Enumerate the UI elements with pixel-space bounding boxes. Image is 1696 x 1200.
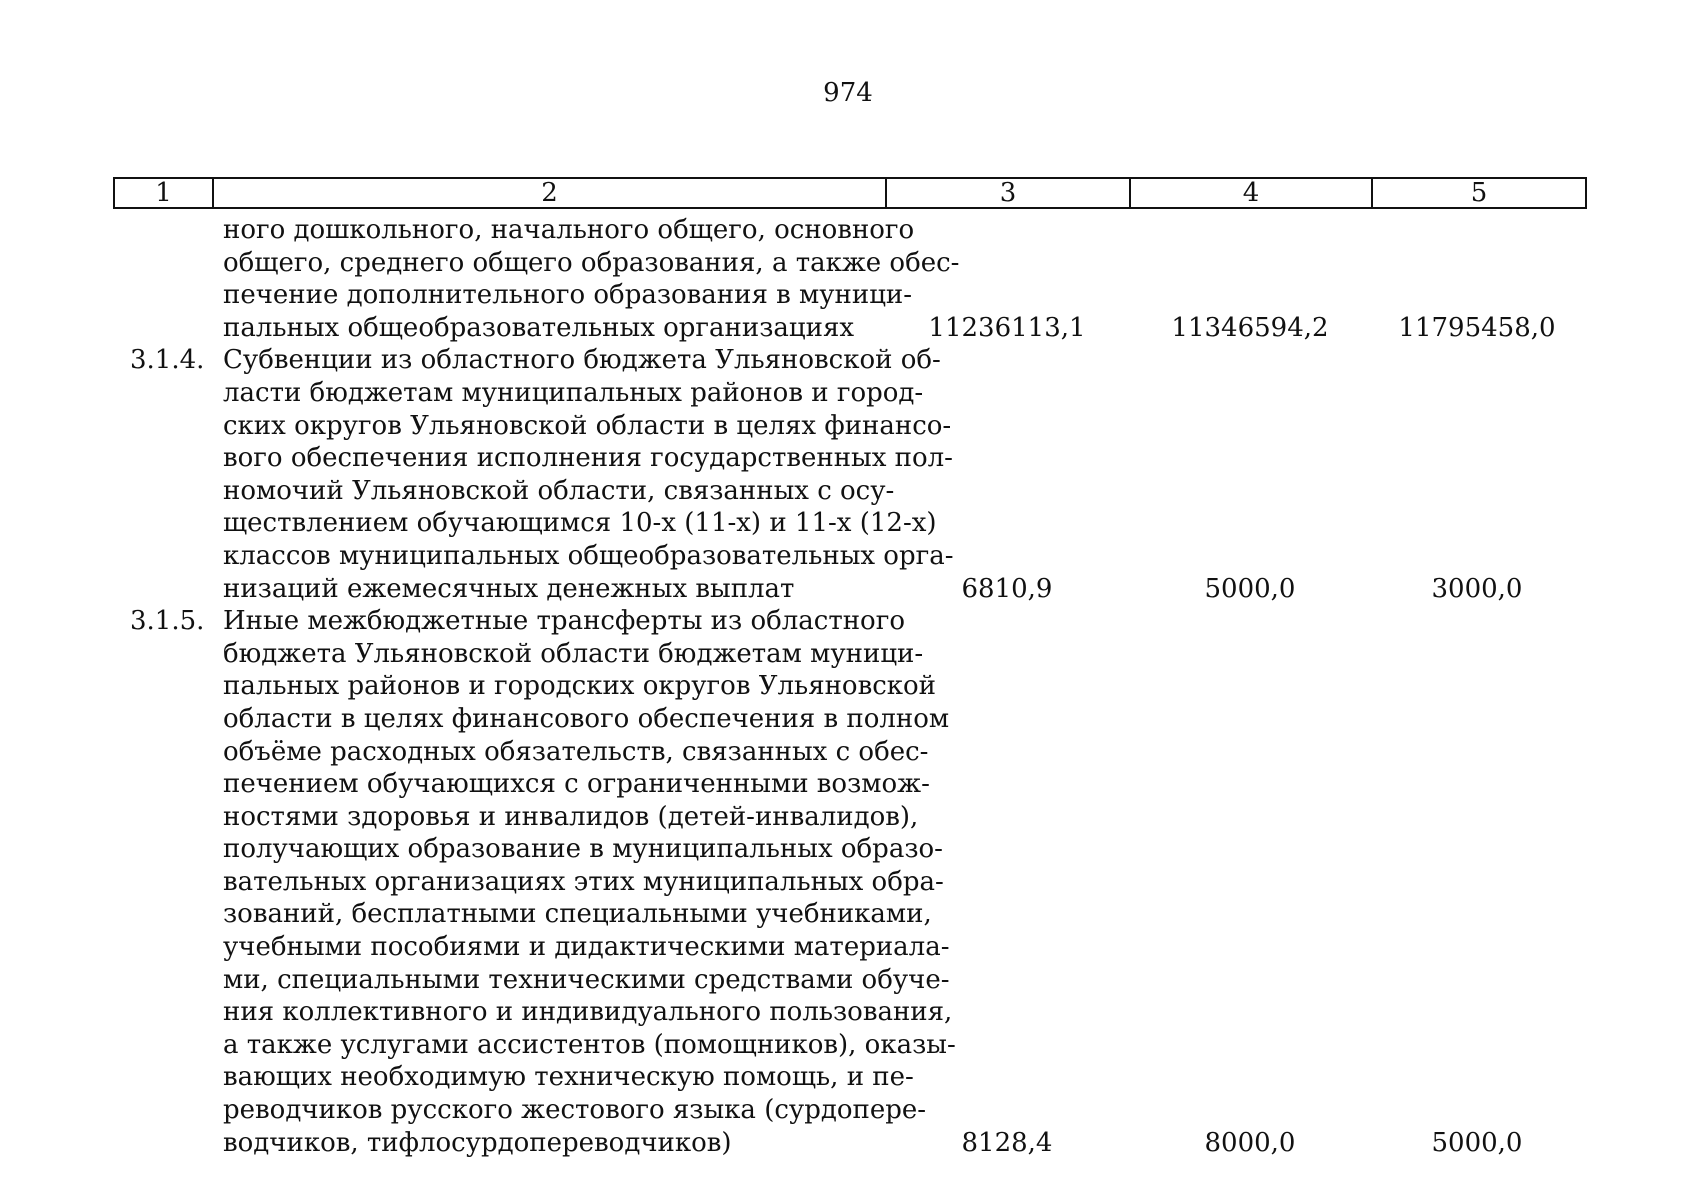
description-line: учебными пособиями и дидактическими материала- [223, 932, 950, 963]
description-line: пальных общеобразовательных организациях [223, 312, 855, 343]
row-description [223, 214, 960, 344]
column-header-5: 5 [1470, 178, 1488, 208]
value-col4: 5000,0 [1204, 573, 1296, 604]
column-header-4: 4 [1131, 179, 1373, 207]
row-number: 3.1.5. [130, 606, 205, 637]
description-line: ских округов Ульяновской области в целях финансо- [223, 410, 952, 441]
row-description [223, 605, 956, 1159]
description-line: низаций ежемесячных денежных выплат [223, 573, 795, 604]
description-line: номочий Ульяновской области, связанных с осу- [223, 475, 895, 506]
row-description [223, 344, 954, 605]
description-line: ществлением обучающимся 10-х (11-х) и 11-х (12-х) [223, 508, 937, 539]
page-number: 974 [823, 78, 873, 108]
description-line: вательных организациях этих муниципальных обра- [223, 866, 944, 897]
description-line: Субвенции из областного бюджета Ульяновской об- [223, 345, 941, 376]
description-line: ми, специальными техническими средствами обуче- [223, 964, 950, 995]
description-line: бюджета Ульяновской области бюджетам муници- [223, 638, 924, 669]
description-line: ного дошкольного, начального общего, основного [223, 215, 915, 245]
description-line: ласти бюджетам муниципальных районов и город- [223, 377, 924, 408]
description-line: водчиков, тифлосурдопереводчиков) [223, 1127, 732, 1158]
description-line: зований, бесплатными специальными учебниками, [223, 899, 932, 930]
table-body [113, 214, 1587, 1159]
description-line: объёме расходных обязательств, связанных с обес- [223, 736, 929, 767]
description-line: ностями здоровья и инвалидов (детей-инвалидов), [223, 801, 919, 832]
table-row [113, 344, 1587, 605]
table-header-row [113, 177, 1587, 209]
value-col3: 8128,4 [961, 1127, 1053, 1158]
description-line: Иные межбюджетные трансферты из областного [223, 606, 905, 637]
value-col4: 8000,0 [1204, 1127, 1296, 1158]
description-line: получающих образование в муниципальных образо- [223, 834, 943, 865]
column-header-1: 1 [115, 179, 214, 207]
description-line: классов муниципальных общеобразовательных орга- [223, 540, 954, 571]
value-col3: 11236113,1 [928, 312, 1086, 343]
description-line: а также услугами ассистентов (помощников), оказы- [223, 1029, 956, 1060]
value-col4: 11346594,2 [1171, 312, 1329, 343]
description-line: вающих необходимую техническую помощь, и пе- [223, 1062, 914, 1093]
description-line: печением обучающихся с ограниченными возмож- [223, 769, 930, 800]
description-line: реводчиков русского жестового языка (сурдопере- [223, 1095, 927, 1126]
column-header-3: 3 [887, 179, 1131, 207]
value-col5: 3000,0 [1431, 573, 1523, 604]
value-col3: 6810,9 [961, 573, 1053, 604]
description-line: общего, среднего общего образования, а также обес- [223, 247, 960, 278]
table-row [113, 214, 1587, 344]
description-line: ния коллективного и индивидуального пользования, [223, 997, 953, 1028]
table-row [113, 605, 1587, 1159]
description-line: области в целях финансового обеспечения в полном [223, 703, 950, 734]
description-line: вого обеспечения исполнения государственных пол- [223, 443, 953, 474]
description-line: печение дополнительного образования в муници- [223, 280, 913, 311]
description-line: пальных районов и городских округов Ульяновской [223, 671, 937, 702]
row-number: 3.1.4. [130, 345, 205, 376]
value-col5: 5000,0 [1431, 1127, 1523, 1158]
column-header-2: 2 [214, 179, 887, 207]
value-col5: 11795458,0 [1398, 312, 1556, 343]
